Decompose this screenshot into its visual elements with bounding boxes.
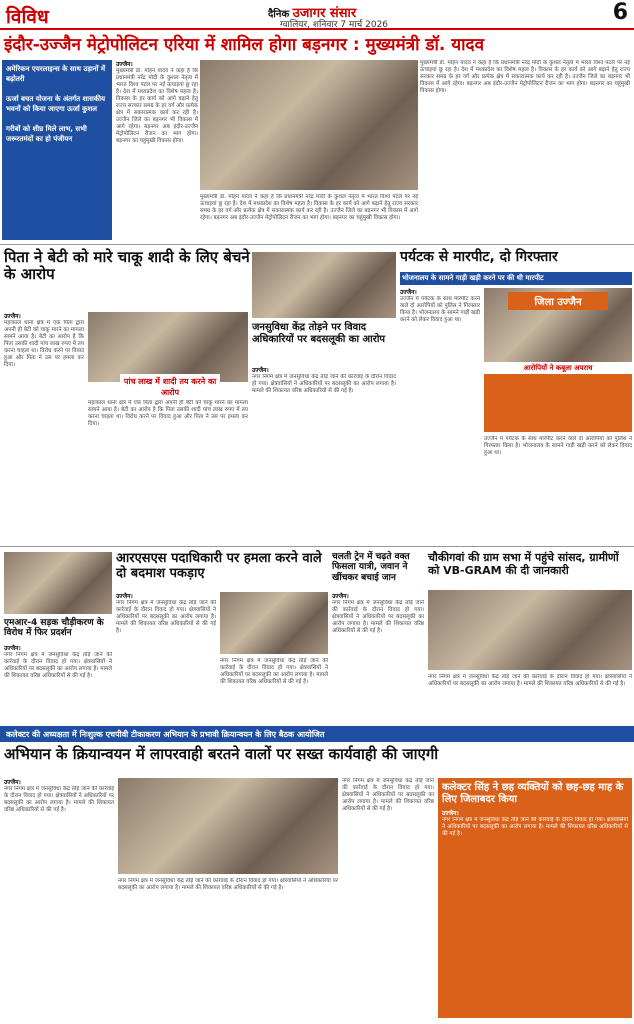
train-body (332, 592, 424, 730)
sidebar-item: ऊर्जा बचत योजना के अंतर्गत शासकीय भवनों को किया जाएगा ऊर्जा कुशल (6, 95, 106, 113)
divider (0, 546, 634, 547)
campaign-photo (118, 778, 338, 874)
paper-brand: उजागर संसार (292, 6, 357, 21)
train-text: नगर निगम क्षेत्र में जनसुविधा केंद्र तोड़े जाने की कार्रवाई के दौरान विवाद हो गया। क्षेत्रवासियों ने अधिकारियों पर बदसलूकी का आरोप लगाया है। मामले की शिकायत वरिष्ठ अधिकारियों से की गई है। (332, 600, 424, 634)
rss-dateline: उज्जैन। (116, 593, 133, 600)
tourist-quote-box (484, 374, 632, 432)
center-headline: जनसुविधा केंद्र तोड़ने पर विवाद अधिकारियों पर बदसलूकी का आरोप (252, 322, 386, 345)
lead-photo (200, 60, 418, 190)
center-photo (252, 252, 396, 318)
collector-headline: कलेक्टर सिंह ने छह व्यक्तियों को छह-छह माह के लिए जिलाबदर किया (442, 782, 624, 805)
campaign-headline: अभियान के क्रियान्वयन में लापरवाही बरतने वालों पर सख्त कार्यवाही की जाएगी (4, 745, 439, 763)
father-text-2: महाकाल थाना क्षेत्र में एक पिता द्वारा अपनी ही बेटी को चाकू मारने का मामला सामने आया है। बेटी का आरोप है कि पिता उसकी शादी पांच लाख रुपए में तय करना चाहता था। विरोध करने पर विवाद हुआ और पिता ने उस पर हमला कर दिया। (88, 400, 248, 427)
tourist-dateline: उज्जैन। (400, 289, 417, 296)
mp-photo (428, 590, 632, 670)
rss-headline: आरएसएस पदाधिकारी पर हमला करने वाले दो बदमाश पकड़ाए (116, 551, 322, 581)
tourist-text: उज्जैन में पर्यटक के साथ मारपीट करने वाले दो आरोपियों को पुलिस ने गिरफ्तार किया है। भोजनालय के सामने गाड़ी खड़ी करने को लेकर विवाद हुआ था। (400, 296, 480, 323)
center-body (252, 366, 396, 544)
section-title: विविध (6, 6, 49, 28)
chowk-headline: एमआर-4 सड़क चौड़ीकरण के विरोध में फिर प्रदर्शन (4, 618, 104, 639)
tourist-caption: आरोपियों ने कबूला अपराध (523, 364, 593, 372)
sidebar-item: गरीबों को शीघ्र मिले लाभ, सभी जरूरतमंदों का हो पंजीयन (6, 125, 87, 143)
mp-headline: चौकीगवां की ग्राम सभा में पहुंचे सांसद, ग्रामीणों को VB-GRAM की दी जानकारी (428, 551, 619, 577)
tourist-photo-label: जिला उज्जैन (508, 292, 608, 310)
sidebar-item: अमेरिकन एयरलाइन्स के साथ उड़ानों में बढ़ोतरी (6, 65, 106, 83)
chowk-text: नगर निगम क्षेत्र में जनसुविधा केंद्र तोड़े जाने की कार्रवाई के दौरान विवाद हो गया। क्षेत्रवासियों ने अधिकारियों पर बदसलूकी का आरोप लगाया है। मामले की शिकायत वरिष्ठ अधिकारियों से की गई है। (4, 652, 112, 679)
collector-box (438, 778, 632, 1018)
tourist-headline: पर्यटक से मारपीट, दो गिरफ्तार (400, 249, 558, 265)
chowk-body (4, 644, 112, 730)
father-photo (88, 312, 248, 382)
train-headline: चलती ट्रेन में चढ़ते वक्त फिसला यात्री, जवान ने खींचकर बचाई जान (332, 552, 410, 583)
campaign-dateline: उज्जैन। (4, 779, 21, 786)
paper-prefix: दैनिक (268, 9, 290, 20)
collector-text: नगर निगम क्षेत्र में जनसुविधा केंद्र तोड़े जाने की कार्रवाई के दौरान विवाद हो गया। क्षेत्रवासियों ने अधिकारियों पर बदसलूकी का आरोप लगाया है। मामले की शिकायत वरिष्ठ अधिकारियों से की गई है। (442, 817, 628, 837)
mp-text: नगर निगम क्षेत्र में जनसुविधा केंद्र तोड़े जाने की कार्रवाई के दौरान विवाद हो गया। क्षेत्रवासियों ने अधिकारियों पर बदसलूकी का आरोप लगाया है। मामले की शिकायत वरिष्ठ अधिकारियों से की गई है। (428, 674, 632, 687)
tourist-subhead: भोजनालय के सामने गाड़ी खड़ी करने पर की थी मारपीट (400, 272, 632, 285)
rss-photo (220, 592, 328, 654)
sidebar-box (2, 60, 112, 240)
tourist-text-2: उज्जैन में पर्यटक के साथ मारपीट करने वाले दो आरोपियों को पुलिस ने गिरफ्तार किया है। भोजनालय के सामने गाड़ी खड़ी करने को लेकर विवाद हुआ था। (484, 436, 632, 456)
campaign-text-3: नगर निगम क्षेत्र में जनसुविधा केंद्र तोड़े जाने की कार्रवाई के दौरान विवाद हो गया। क्षेत्रवासियों ने अधिकारियों पर बदसलूकी का आरोप लगाया है। मामले की शिकायत वरिष्ठ अधिकारियों से की गई है। (342, 778, 434, 812)
chowk-photo (4, 552, 112, 614)
center-text: नगर निगम क्षेत्र में जनसुविधा केंद्र तोड़े जाने की कार्रवाई के दौरान विवाद हो गया। क्षेत्रवासियों ने अधिकारियों पर बदसलूकी का आरोप लगाया है। मामले की शिकायत वरिष्ठ अधिकारियों से की गई है। (252, 374, 396, 394)
center-dateline: उज्जैन। (252, 367, 269, 374)
tourist-photo (484, 288, 632, 362)
chowk-dateline: उज्जैन। (4, 645, 21, 652)
lead-body (116, 60, 198, 240)
lead-text-2: मुख्यमंत्री डॉ. मोहन यादव ने कहा है कि प्रधानमंत्री नरेंद्र मोदी के कुशल नेतृत्व में भारत विश्व पटल पर नई ऊंचाइयां छू रहा है। देश में मध्यप्रदेश का विशेष महत्व है। विकास के हर कार्य को आगे बढ़ाने हेतु राज्य सरकार समग्र के हर वर्ग और प्रत्येक क्षेत्र में सकारात्मक कार्य कर रही है। उज्जैन जिले का बड़नगर भी विकास में आगे रहेगा। बड़नगर अब इंदौर-उज्जैन मेट्रोपोलिटन रीजन का भाग होगा। बड़नगर का चहुंमुखी विकास होगा। (200, 194, 418, 221)
page-number: 6 (612, 0, 628, 25)
campaign-text: नगर निगम क्षेत्र में जनसुविधा केंद्र तोड़े जाने की कार्रवाई के दौरान विवाद हो गया। क्षेत्रवासियों ने अधिकारियों पर बदसलूकी का आरोप लगाया है। मामले की शिकायत वरिष्ठ अधिकारियों से की गई है। (4, 786, 114, 813)
lead-text-3: मुख्यमंत्री डॉ. मोहन यादव ने कहा है कि प्रधानमंत्री नरेंद्र मोदी के कुशल नेतृत्व में भारत विश्व पटल पर नई ऊंचाइयां छू रहा है। देश में मध्यप्रदेश का विशेष महत्व है। विकास के हर कार्य को आगे बढ़ाने हेतु राज्य सरकार समग्र के हर वर्ग और प्रत्येक क्षेत्र में सकारात्मक कार्य कर रही है। उज्जैन जिले का बड़नगर भी विकास में आगे रहेगा। बड़नगर अब इंदौर-उज्जैन मेट्रोपोलिटन रीजन का भाग होगा। बड़नगर का चहुंमुखी विकास होगा। (420, 60, 630, 94)
masthead (0, 0, 634, 30)
dateline: ग्वालियर, शनिवार 7 मार्च 2026 (280, 20, 389, 30)
father-dateline: उज्जैन। (4, 313, 21, 320)
rss-body (116, 592, 216, 730)
rss-text: नगर निगम क्षेत्र में जनसुविधा केंद्र तोड़े जाने की कार्रवाई के दौरान विवाद हो गया। क्षेत्रवासियों ने अधिकारियों पर बदसलूकी का आरोप लगाया है। मामले की शिकायत वरिष्ठ अधिकारियों से की गई है। (116, 600, 216, 634)
divider (0, 244, 634, 245)
lead-dateline: उज्जैन। (116, 61, 133, 68)
campaign-body (4, 778, 114, 1022)
tourist-body (400, 288, 480, 486)
collector-dateline: उज्जैन। (442, 810, 459, 817)
train-dateline: उज्जैन। (332, 593, 349, 600)
father-caption: पांच लाख में शादी तय करने का आरोप (120, 374, 220, 400)
father-headline: पिता ने बेटी को मारे चाकू शादी के लिए बेचने के आरोप (4, 248, 250, 284)
father-body (4, 312, 84, 550)
father-text: महाकाल थाना क्षेत्र में एक पिता द्वारा अपनी ही बेटी को चाकू मारने का मामला सामने आया है। बेटी का आरोप है कि पिता उसकी शादी पांच लाख रुपए में तय करना चाहता था। विरोध करने पर विवाद हुआ और पिता ने उस पर हमला कर दिया। (4, 320, 84, 368)
announcement-band: कलेक्टर की अध्यक्षता में निःशुल्क एचपीवी टीकाकरण अभियान के प्रभावी क्रियान्वयन के लिए बैठक आयोजित (0, 726, 634, 742)
lead-text: मुख्यमंत्री डॉ. मोहन यादव ने कहा है कि प्रधानमंत्री नरेंद्र मोदी के कुशल नेतृत्व में भारत विश्व पटल पर नई ऊंचाइयां छू रहा है। देश में मध्यप्रदेश का विशेष महत्व है। विकास के हर कार्य को आगे बढ़ाने हेतु राज्य सरकार समग्र के हर वर्ग और प्रत्येक क्षेत्र में सकारात्मक कार्य कर रही है। उज्जैन जिले का बड़नगर भी विकास में आगे रहेगा। बड़नगर अब इंदौर-उज्जैन मेट्रोपोलिटन रीजन का भाग होगा। बड़नगर का चहुंमुखी विकास होगा। (116, 68, 198, 144)
lead-headline: इंदौर-उज्जैन मेट्रोपोलिटन एरिया में शामिल होगा बड़नगर : मुख्यमंत्री डॉ. यादव (4, 35, 485, 55)
campaign-text-2: नगर निगम क्षेत्र में जनसुविधा केंद्र तोड़े जाने की कार्रवाई के दौरान विवाद हो गया। क्षेत्रवासियों ने अधिकारियों पर बदसलूकी का आरोप लगाया है। मामले की शिकायत वरिष्ठ अधिकारियों से की गई है। (118, 878, 338, 891)
rss-text-2: नगर निगम क्षेत्र में जनसुविधा केंद्र तोड़े जाने की कार्रवाई के दौरान विवाद हो गया। क्षेत्रवासियों ने अधिकारियों पर बदसलूकी का आरोप लगाया है। मामले की शिकायत वरिष्ठ अधिकारियों से की गई है। (220, 658, 328, 685)
